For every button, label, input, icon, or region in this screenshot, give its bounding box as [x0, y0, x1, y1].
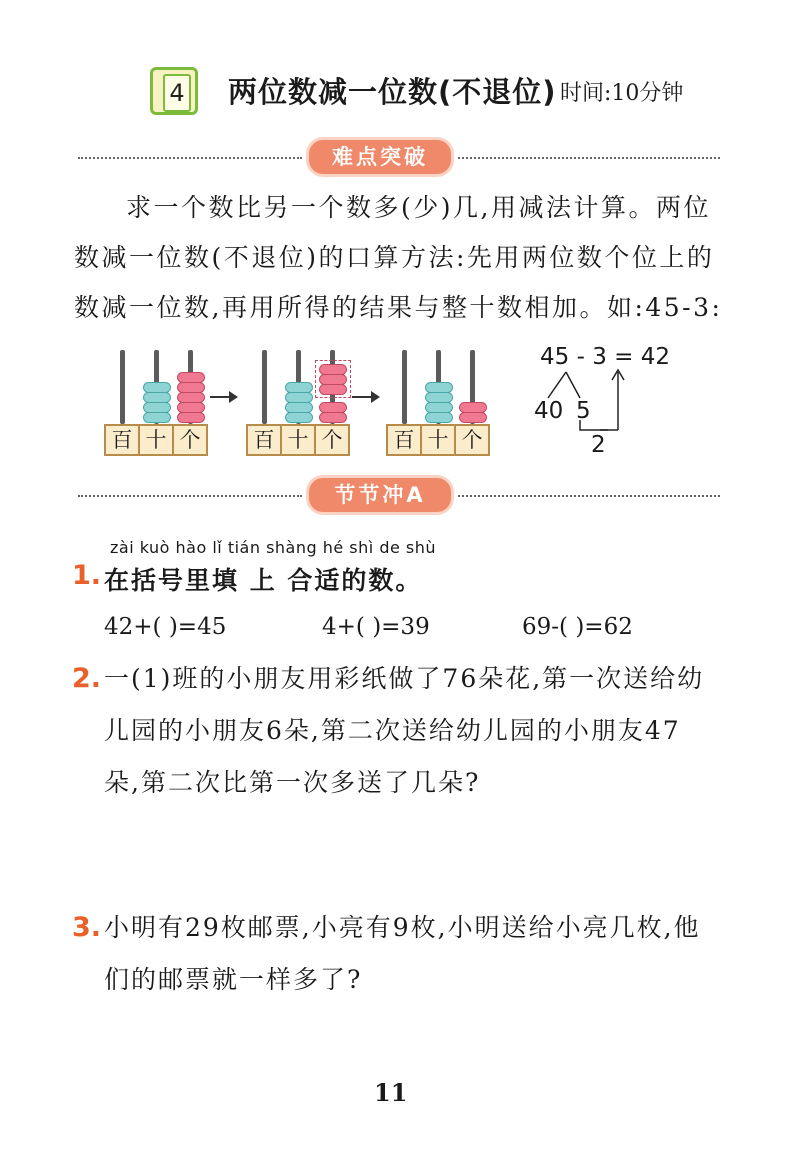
- abacus-bead-tens: [425, 382, 453, 393]
- abacus-bead-ones: [177, 392, 205, 403]
- abacus-rod: [262, 350, 267, 424]
- abacus-place-label: 十: [138, 424, 174, 456]
- abacus-place-label: 个: [314, 424, 350, 456]
- abacus-place-label: 百: [104, 424, 140, 456]
- time-label: 时间:10分钟: [560, 81, 684, 106]
- q1-item: 69-( )=62: [522, 614, 633, 640]
- abacus-bead-ones: [319, 402, 347, 413]
- abacus-bead-ones: [459, 402, 487, 413]
- q3-line-2: 们的邮票就一样多了?: [104, 965, 363, 994]
- divider-dotted: [458, 495, 720, 497]
- abacus-place-label: 百: [246, 424, 282, 456]
- section-label-practice: 节节冲A: [306, 475, 454, 515]
- q3-number: 3.: [72, 912, 102, 943]
- abacus-bead-tens: [143, 382, 171, 393]
- q2-number: 2.: [72, 663, 102, 694]
- divider-dotted: [78, 157, 302, 159]
- abacus-bead-ones: [177, 382, 205, 393]
- abacus-bead-tens: [143, 392, 171, 403]
- abacus-bead-ones: [177, 372, 205, 383]
- q2-line-2: 儿园的小朋友6朵,第二次送给幼儿园的小朋友47: [104, 716, 681, 745]
- arrow-right-icon: [352, 396, 378, 398]
- arrow-right-icon: [210, 396, 236, 398]
- abacus-bead-tens: [285, 412, 313, 423]
- divider-dotted: [78, 495, 302, 497]
- abacus-bead-tens: [285, 382, 313, 393]
- lesson-number-badge: [150, 67, 198, 115]
- q1-pinyin: zài kuò hào lǐ tián shàng hé shì de shù: [110, 538, 437, 557]
- divider-dotted: [458, 157, 720, 159]
- calc-split-ones: 5: [576, 398, 591, 424]
- abacus-place-label: 十: [280, 424, 316, 456]
- calc-split-tens: 40: [534, 398, 564, 424]
- abacus-bead-ones: [177, 412, 205, 423]
- abacus-place-label: 个: [454, 424, 490, 456]
- abacus-rod: [402, 350, 407, 424]
- q2-line-1: 一(1)班的小朋友用彩纸做了76朵花,第一次送给幼: [104, 664, 705, 693]
- lesson-number: 4: [163, 74, 191, 112]
- abacus-bead-tens: [285, 392, 313, 403]
- abacus-removed-box: [315, 360, 351, 398]
- calc-equation: 45 - 3 = 42: [540, 344, 670, 370]
- abacus-bead-tens: [425, 392, 453, 403]
- explanation-line-1: 求一个数比另一个数多(少)几,用减法计算。两位: [126, 193, 711, 222]
- abacus-rod: [120, 350, 125, 424]
- abacus-bead-tens: [143, 412, 171, 423]
- abacus-bead-ones: [459, 412, 487, 423]
- abacus-place-label: 十: [420, 424, 456, 456]
- q1-item: 4+( )=39: [322, 614, 430, 640]
- lesson-title: 两位数减一位数(不退位): [228, 75, 557, 109]
- section-label-difficulty: 难点突破: [306, 137, 454, 177]
- abacus-bead-tens: [143, 402, 171, 413]
- q2-line-3: 朵,第二次比第一次多送了几朵?: [104, 768, 481, 797]
- abacus-bead-ones: [177, 402, 205, 413]
- abacus-bead-tens: [425, 412, 453, 423]
- calc-partial-result: 2: [591, 432, 606, 458]
- abacus-place-label: 百: [386, 424, 422, 456]
- abacus-place-label: 个: [172, 424, 208, 456]
- q1-item: 42+( )=45: [104, 614, 227, 640]
- explanation-line-2: 数减一位数(不退位)的口算方法:先用两位数个位上的: [74, 243, 715, 272]
- page-number: 11: [374, 1078, 408, 1107]
- q1-number: 1.: [72, 560, 102, 591]
- explanation-line-3: 数减一位数,再用所得的结果与整十数相加。如:45-3:: [74, 293, 723, 322]
- abacus-bead-tens: [425, 402, 453, 413]
- q1-title: 在括号里填 上 合适的数。: [104, 566, 423, 595]
- abacus-bead-tens: [285, 402, 313, 413]
- abacus-bead-ones: [319, 412, 347, 423]
- q3-line-1: 小明有29枚邮票,小亮有9枚,小明送给小亮几枚,他: [104, 913, 701, 942]
